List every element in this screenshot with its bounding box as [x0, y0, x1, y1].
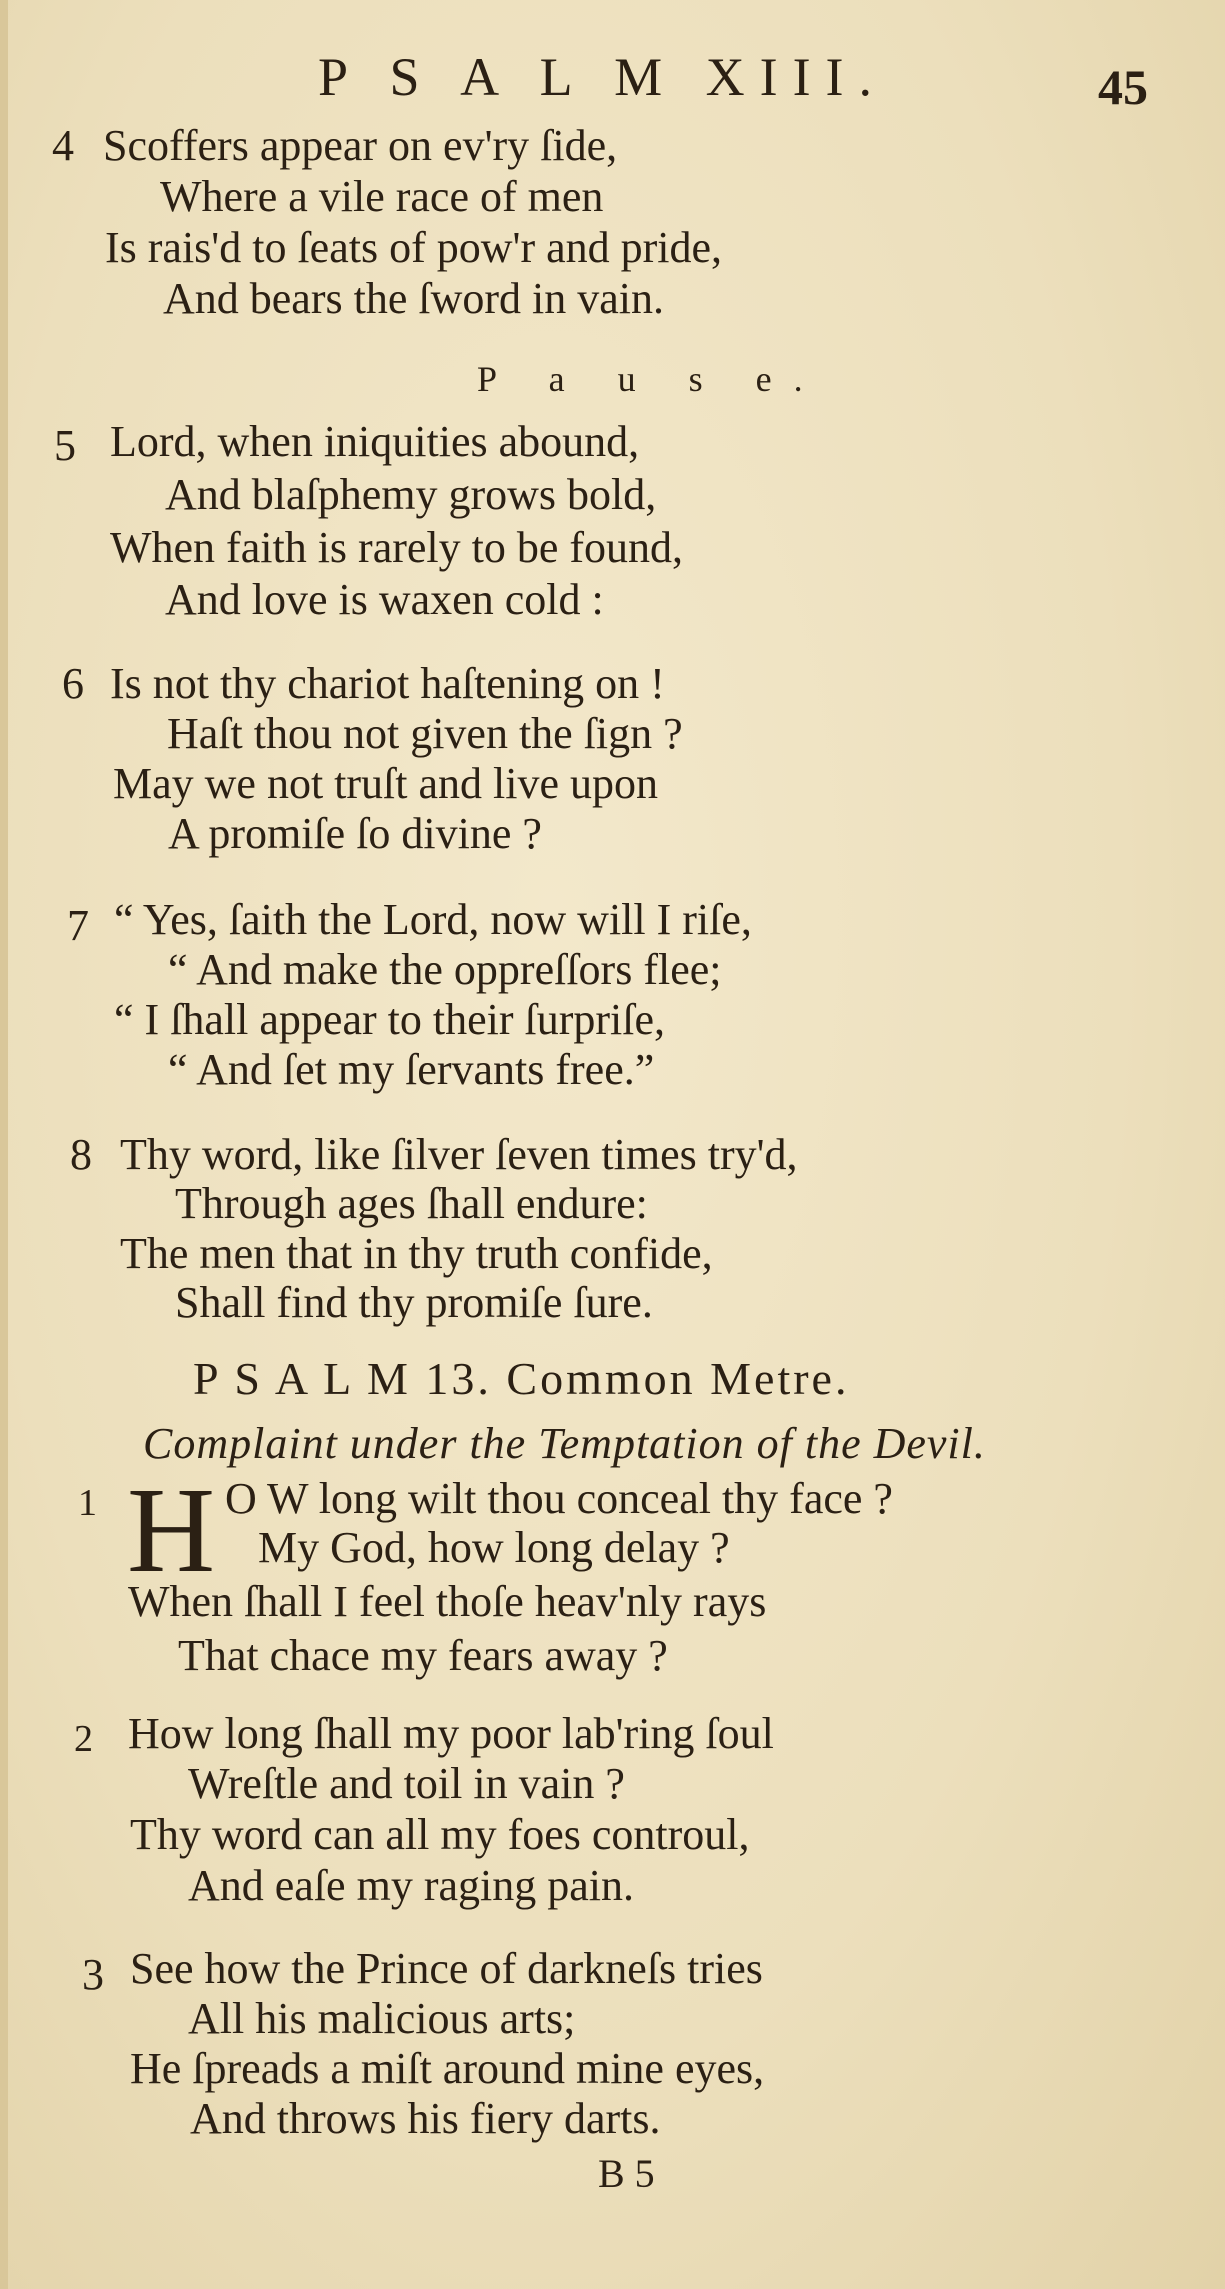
- verse-line: All his malicious arts;: [188, 1994, 576, 2043]
- verse-line: And eaſe my raging pain.: [188, 1861, 634, 1910]
- verse-line: Thy word can all my foes controul,: [130, 1810, 750, 1859]
- verse-line: A promiſe ſo divine ?: [168, 809, 542, 858]
- verse-number: 7: [67, 901, 89, 950]
- verse-line: “ And ſet my ſervants free.”: [168, 1045, 655, 1094]
- verse-number: 4: [52, 121, 74, 170]
- verse-line: See how the Prince of darkneſs tries: [130, 1944, 763, 1993]
- verse-line: Lord, when iniquities abound,: [110, 417, 640, 466]
- verse-number: 2: [74, 1718, 93, 1760]
- verse-line: Haſt thou not given the ſign ?: [167, 709, 683, 758]
- verse-line: How long ſhall my poor lab'ring ſoul: [128, 1709, 774, 1758]
- psalm-heading: P S A L M 13. Common Metre.: [193, 1353, 850, 1404]
- verse-line: “ I ſhall appear to their ſurpriſe,: [114, 995, 665, 1044]
- verse-line: Thy word, like ſilver ſeven times try'd,: [120, 1130, 798, 1179]
- page-number: 45: [1098, 59, 1148, 115]
- verse-line: Wreſtle and toil in vain ?: [188, 1759, 625, 1808]
- verse-line: He ſpreads a miſt around mine eyes,: [130, 2044, 765, 2093]
- verse-line: Through ages ſhall endure:: [175, 1179, 648, 1228]
- verse-line: And throws his fiery darts.: [190, 2094, 661, 2143]
- verse-line: May we not truſt and live upon: [113, 759, 659, 808]
- verse-line: And love is waxen cold :: [165, 575, 604, 624]
- verse-line: And bears the ſword in vain.: [163, 274, 664, 323]
- page-edge-shadow: [0, 0, 8, 2289]
- verse-line: The men that in thy truth confide,: [120, 1229, 713, 1278]
- signature-mark: B 5: [598, 2151, 655, 2196]
- pause-heading: P a u s e.: [477, 359, 825, 399]
- psalm-subtitle: Complaint under the Temptation of the Devil.: [143, 1419, 986, 1468]
- verse-line: O W long wilt thou conceal thy face ?: [225, 1474, 893, 1523]
- verse-number: 6: [62, 659, 84, 708]
- verse-line: “ And make the oppreſſors flee;: [168, 945, 722, 994]
- verse-number: 5: [54, 421, 76, 470]
- verse-number: 3: [82, 1950, 104, 1999]
- verse-line: Is rais'd to ſeats of pow'r and pride,: [105, 223, 723, 272]
- verse-number: 8: [70, 1130, 92, 1179]
- verse-line: And blaſphemy grows bold,: [165, 470, 657, 519]
- verse-number: 1: [78, 1482, 97, 1524]
- verse-line: Shall find thy promiſe ſure.: [175, 1278, 653, 1327]
- verse-line: Is not thy chariot haſtening on !: [110, 659, 665, 708]
- verse-line: When ſhall I feel thoſe heav'nly rays: [128, 1577, 767, 1626]
- verse-line: That chace my fears away ?: [178, 1631, 668, 1680]
- verse-line: When faith is rarely to be found,: [110, 523, 684, 572]
- verse-line: My God, how long delay ?: [258, 1523, 730, 1572]
- drop-cap: H: [127, 1463, 216, 1598]
- verse-line: Scoffers appear on ev'ry ſide,: [103, 121, 618, 170]
- running-head: P S A L M XIII.: [318, 47, 888, 107]
- verse-line: Where a vile race of men: [160, 172, 604, 221]
- verse-line: “ Yes, ſaith the Lord, now will I riſe,: [114, 895, 752, 944]
